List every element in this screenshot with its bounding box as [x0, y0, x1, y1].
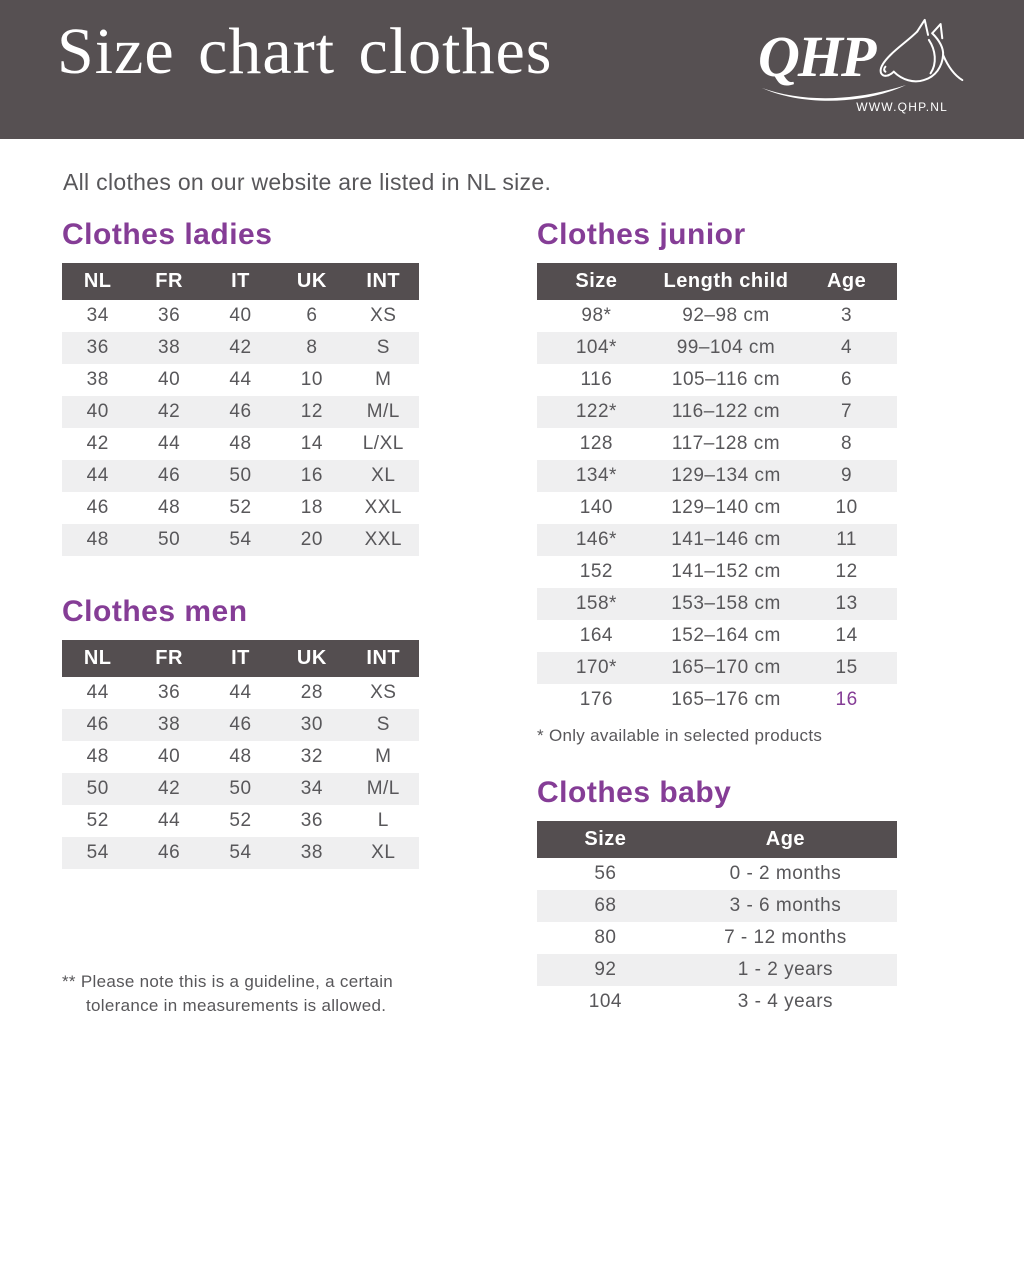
table-row	[62, 492, 419, 524]
ladies-section-title: Clothes ladies	[62, 218, 273, 251]
table-cell: 80	[594, 927, 617, 948]
table-row	[537, 588, 897, 620]
table-cell: 46	[133, 460, 204, 492]
table-cell: 4	[796, 332, 897, 364]
table-cell: 44	[86, 682, 109, 703]
table-row	[537, 460, 897, 492]
table-row	[62, 460, 419, 492]
table-cell: 6	[841, 369, 853, 390]
junior-size-table	[537, 263, 897, 716]
table-row	[537, 300, 897, 332]
column-header: NL	[62, 263, 133, 300]
column-header: IT	[205, 640, 276, 677]
table-cell: 153–158 cm	[656, 588, 796, 620]
table-cell: 56	[594, 863, 617, 884]
table-cell: L	[377, 810, 389, 831]
table-cell: 28	[300, 682, 323, 703]
table-cell: 42	[86, 433, 109, 454]
table-row	[62, 524, 419, 556]
table-cell: 3 - 4 years	[737, 991, 834, 1012]
table-cell: 7	[796, 396, 897, 428]
table-cell: 158*	[537, 588, 656, 620]
table-cell: 6	[306, 305, 318, 326]
table-row	[537, 620, 897, 652]
table-row	[537, 684, 897, 716]
table-cell: 36	[158, 682, 181, 703]
table-cell: 10	[300, 369, 323, 390]
selected-products-footnote: * Only available in selected products	[537, 726, 823, 745]
table-cell: 20	[276, 524, 347, 556]
table-cell: 42	[133, 773, 204, 805]
table-cell: 44	[158, 433, 181, 454]
table-row	[537, 922, 897, 954]
table-cell: 50	[62, 773, 133, 805]
column-header: FR	[133, 640, 204, 677]
table-header-row	[62, 263, 419, 300]
table-cell: 92–98 cm	[682, 305, 770, 326]
table-cell: 48	[86, 746, 109, 767]
table-cell: 48	[158, 497, 181, 518]
guideline-footnote-line1: ** Please note this is a guideline, a certain	[62, 972, 394, 991]
table-cell: 13	[796, 588, 897, 620]
table-cell: 54	[205, 524, 276, 556]
table-cell: 40	[158, 369, 181, 390]
table-cell: 165–170 cm	[656, 652, 796, 684]
table-cell: 3	[841, 305, 853, 326]
table-row	[62, 805, 419, 837]
table-cell: 18	[300, 497, 323, 518]
table-row	[537, 524, 897, 556]
table-row	[537, 858, 897, 890]
table-cell: 99–104 cm	[656, 332, 796, 364]
table-cell: XXL	[348, 524, 419, 556]
table-cell: 50	[205, 460, 276, 492]
table-cell: 54	[62, 837, 133, 869]
table-cell: 117–128 cm	[671, 433, 781, 454]
table-cell: 68	[537, 890, 674, 922]
table-cell: 16	[835, 689, 858, 710]
table-cell: 50	[133, 524, 204, 556]
table-cell: 12	[276, 396, 347, 428]
column-header: Size	[537, 263, 656, 300]
table-cell: 46	[133, 837, 204, 869]
qhp-logo-text: QHP	[758, 24, 875, 89]
table-cell: 46	[62, 709, 133, 741]
table-cell: XS	[370, 305, 397, 326]
table-cell: 38	[133, 709, 204, 741]
column-header: NL	[62, 640, 133, 677]
baby-size-table	[537, 821, 897, 1018]
table-cell: 34	[276, 773, 347, 805]
table-cell: 40	[229, 305, 252, 326]
table-cell: 128	[579, 433, 613, 454]
content-columns	[0, 218, 1024, 1018]
table-cell: XS	[370, 682, 397, 703]
horse-head-icon	[862, 18, 964, 102]
table-cell: 48	[62, 524, 133, 556]
table-cell: 11	[796, 524, 897, 556]
table-cell: S	[348, 332, 419, 364]
table-cell: 10	[835, 497, 858, 518]
table-cell: 170*	[537, 652, 656, 684]
table-cell: 38	[86, 369, 109, 390]
table-cell: 116–122 cm	[656, 396, 796, 428]
table-cell: XL	[348, 837, 419, 869]
table-cell: 44	[62, 460, 133, 492]
table-cell: 8	[276, 332, 347, 364]
table-cell: 48	[229, 433, 252, 454]
table-cell: 48	[229, 746, 252, 767]
table-cell: 14	[835, 625, 858, 646]
section-clothes-baby	[537, 776, 897, 1018]
column-header: INT	[348, 640, 419, 677]
table-cell: 1 - 2 years	[674, 954, 897, 986]
table-cell: 52	[86, 810, 109, 831]
table-row	[62, 332, 419, 364]
column-header: UK	[276, 263, 347, 300]
table-row	[62, 364, 419, 396]
table-row	[62, 428, 419, 460]
table-cell: 15	[796, 652, 897, 684]
guideline-footnote-line2: tolerance in measurements is allowed.	[86, 996, 387, 1015]
table-cell: 46	[205, 396, 276, 428]
table-header-row	[537, 263, 897, 300]
table-cell: 38	[276, 837, 347, 869]
table-cell: 52	[229, 497, 252, 518]
table-cell: 152	[579, 561, 613, 582]
table-cell: XXL	[364, 497, 402, 518]
table-cell: 176	[579, 689, 613, 710]
column-header: Age	[796, 263, 897, 300]
column-header: FR	[133, 263, 204, 300]
table-cell: 36	[62, 332, 133, 364]
table-cell: 32	[300, 746, 323, 767]
table-cell: 122*	[537, 396, 656, 428]
table-cell: M	[375, 746, 392, 767]
table-cell: 42	[205, 332, 276, 364]
baby-section-title: Clothes baby	[537, 776, 732, 809]
table-cell: 141–152 cm	[671, 561, 781, 582]
table-cell: 104*	[537, 332, 656, 364]
table-row	[537, 652, 897, 684]
table-cell: L/XL	[362, 433, 404, 454]
guideline-footnote	[62, 970, 419, 1018]
table-row	[537, 428, 897, 460]
intro-text: All clothes on our website are listed in NL size.	[63, 169, 552, 195]
table-header-row	[537, 821, 897, 858]
table-row	[537, 954, 897, 986]
table-cell: 44	[229, 369, 252, 390]
table-cell: 46	[205, 709, 276, 741]
table-cell: XL	[348, 460, 419, 492]
table-cell: 40	[62, 396, 133, 428]
table-row	[62, 300, 419, 332]
junior-section-title: Clothes junior	[537, 218, 746, 251]
table-cell: 38	[133, 332, 204, 364]
table-cell: 46	[86, 497, 109, 518]
column-header: Length child	[656, 263, 796, 300]
table-cell: 36	[300, 810, 323, 831]
table-cell: 0 - 2 months	[729, 863, 842, 884]
right-column	[537, 218, 897, 1018]
table-cell: 12	[835, 561, 858, 582]
table-row	[537, 332, 897, 364]
table-cell: 129–134 cm	[656, 460, 796, 492]
table-cell: 9	[796, 460, 897, 492]
table-cell: 16	[276, 460, 347, 492]
column-header: UK	[276, 640, 347, 677]
table-cell: 134*	[537, 460, 656, 492]
table-cell: 36	[158, 305, 181, 326]
table-row	[62, 677, 419, 709]
header-banner	[0, 0, 1024, 139]
table-row	[537, 364, 897, 396]
table-row	[537, 396, 897, 428]
table-cell: 116	[580, 369, 613, 390]
left-column	[62, 218, 419, 1018]
table-cell: 44	[229, 682, 252, 703]
section-clothes-ladies	[62, 218, 419, 556]
table-cell: 3 - 6 months	[674, 890, 897, 922]
table-row	[62, 837, 419, 869]
table-cell: 30	[276, 709, 347, 741]
table-cell: 8	[841, 433, 853, 454]
table-cell: 40	[158, 746, 181, 767]
table-row	[537, 890, 897, 922]
table-cell: 105–116 cm	[671, 369, 781, 390]
table-cell: 44	[158, 810, 181, 831]
table-row	[537, 556, 897, 588]
table-cell: 129–140 cm	[671, 497, 781, 518]
table-cell: 104	[588, 991, 622, 1012]
table-cell: 92	[537, 954, 674, 986]
table-header-row	[62, 640, 419, 677]
table-row	[62, 396, 419, 428]
section-clothes-junior	[537, 218, 897, 746]
table-row	[537, 492, 897, 524]
table-cell: 52	[229, 810, 252, 831]
table-cell: 7 - 12 months	[724, 927, 847, 948]
men-section-title: Clothes men	[62, 595, 248, 628]
table-cell: 34	[86, 305, 109, 326]
table-cell: 146*	[537, 524, 656, 556]
table-cell: 50	[205, 773, 276, 805]
table-row	[62, 741, 419, 773]
table-cell: 152–164 cm	[671, 625, 781, 646]
ladies-size-table	[62, 263, 419, 556]
table-cell: 164	[579, 625, 613, 646]
table-cell: 141–146 cm	[656, 524, 796, 556]
page-title: Size chart clothes	[57, 15, 553, 88]
column-header: INT	[348, 263, 419, 300]
column-header: Size	[537, 821, 674, 858]
qhp-logo	[758, 26, 958, 112]
table-cell: 54	[205, 837, 276, 869]
table-row	[62, 773, 419, 805]
table-cell: M/L	[348, 773, 419, 805]
table-cell: 140	[579, 497, 613, 518]
table-cell: M	[375, 369, 392, 390]
table-cell: S	[348, 709, 419, 741]
table-cell: 42	[133, 396, 204, 428]
section-clothes-men	[62, 595, 419, 869]
website-url: WWW.QHP.NL	[856, 100, 948, 114]
table-cell: 14	[300, 433, 323, 454]
column-header: Age	[674, 821, 897, 858]
table-cell: 165–176 cm	[671, 689, 781, 710]
men-size-table	[62, 640, 419, 869]
column-header: IT	[205, 263, 276, 300]
table-row	[537, 986, 897, 1018]
table-cell: 98*	[581, 305, 612, 326]
table-cell: M/L	[348, 396, 419, 428]
table-row	[62, 709, 419, 741]
